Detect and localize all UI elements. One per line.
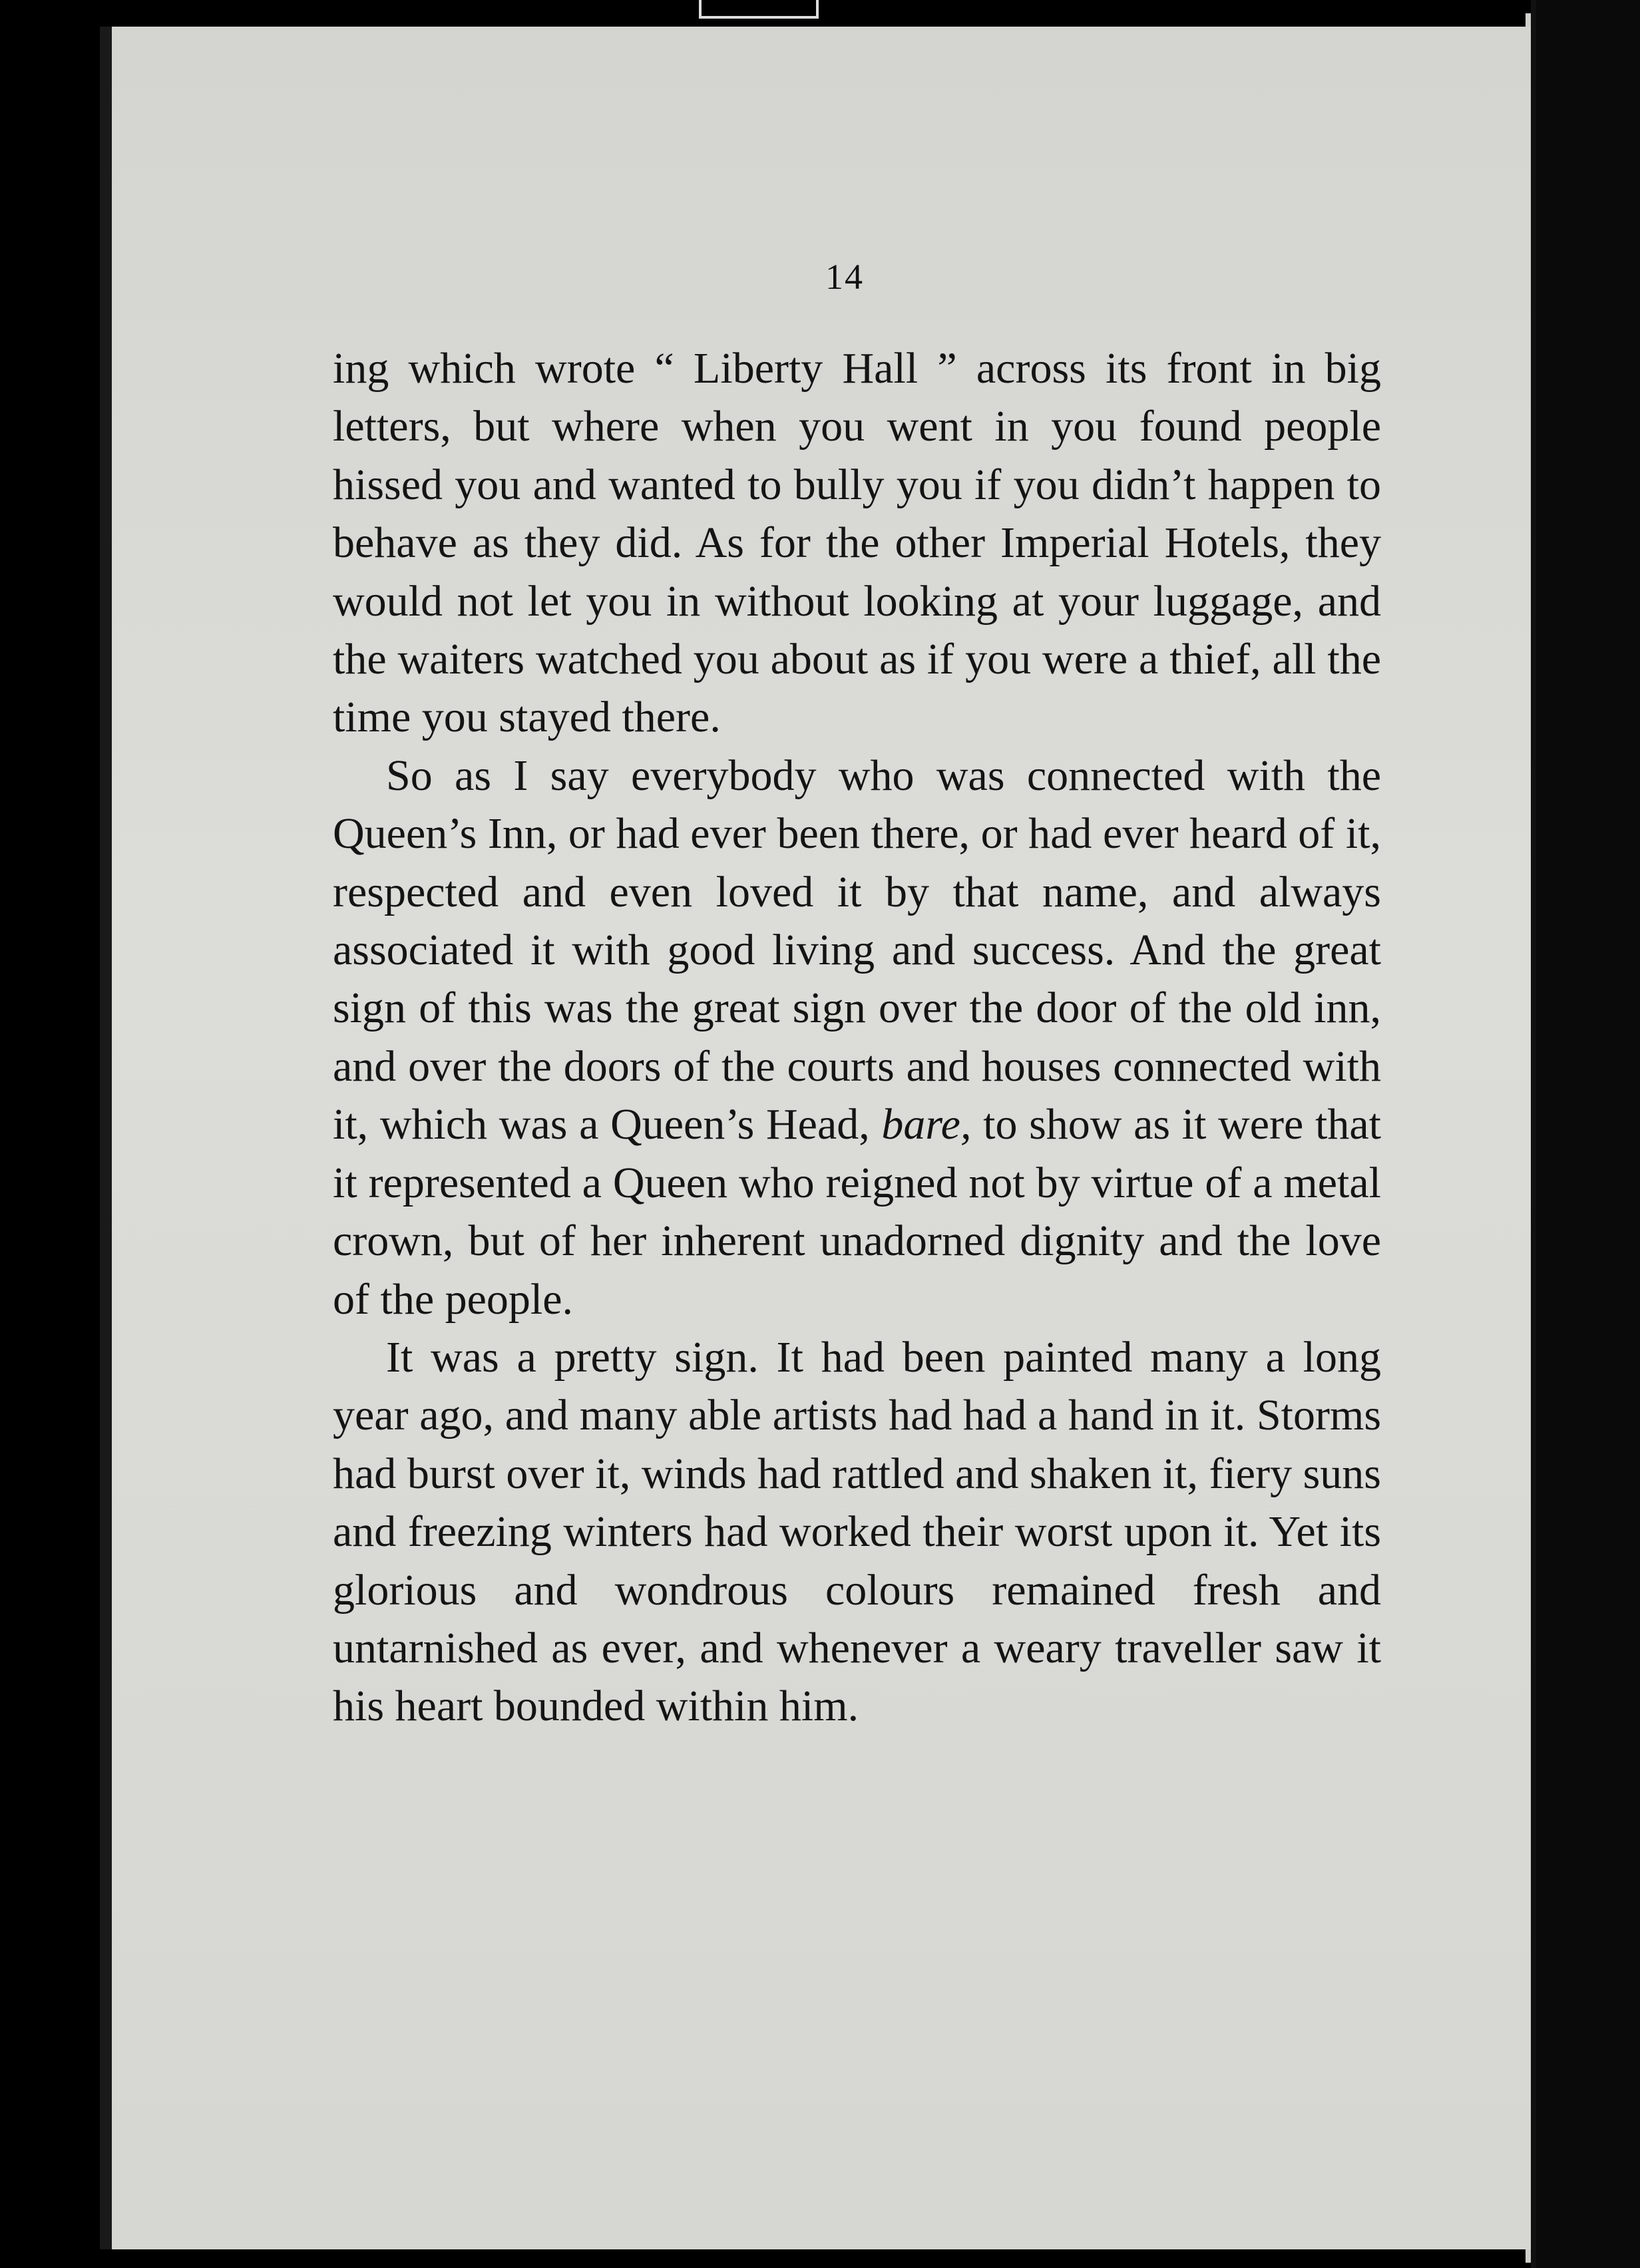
paragraph-1: ing which wrote “ Liberty Hall ” across its front in big letters, but where when you went in you found people hissed you and wanted to bully you if you didn’t happen to behave as they did. As for the other Imperial Hotels, they would not let you in without looking at your luggage, and the waiters watched you about as if you were a thief, all the time you stayed there. [333, 344, 1381, 742]
gutter-line [1531, 0, 1536, 2268]
scan-clip-mark [699, 0, 819, 19]
paragraph-2-part-1: So as I say everybody who was connected with the Queen’s Inn, or had ever been there, or had ever heard of it, respected and even loved it by that name, and always associated it with good living and success. And the great sign of this was the great sign over the door of the old inn, and over the doors of the courts and houses connected with it, which was a Queen’s Head, [333, 751, 1381, 1149]
italic-word-bare: bare, [881, 1100, 972, 1149]
scan-dark-margin [1536, 0, 1640, 2268]
paragraph-2 [333, 747, 1381, 1328]
paragraph-3: It was a pretty sign. It had been painted many a long year ago, and many able artists had had a hand in it. Storms had burst over it, winds had rattled and shaken it, fiery suns and freezing winters had worked their worst upon it. Yet its glorious and wondrous colours remained fresh and untarnished as ever, and whenever a weary traveller saw it his heart bounded within him. [333, 1332, 1381, 1731]
paragraph-2-part-2: to show as it were that it represented a Queen who reigned not by virtue of a metal crown, but of her inherent unadorned dignity and the love of the people. [333, 1100, 1381, 1324]
page-number: 14 [825, 257, 864, 297]
body-text [333, 339, 1381, 1736]
